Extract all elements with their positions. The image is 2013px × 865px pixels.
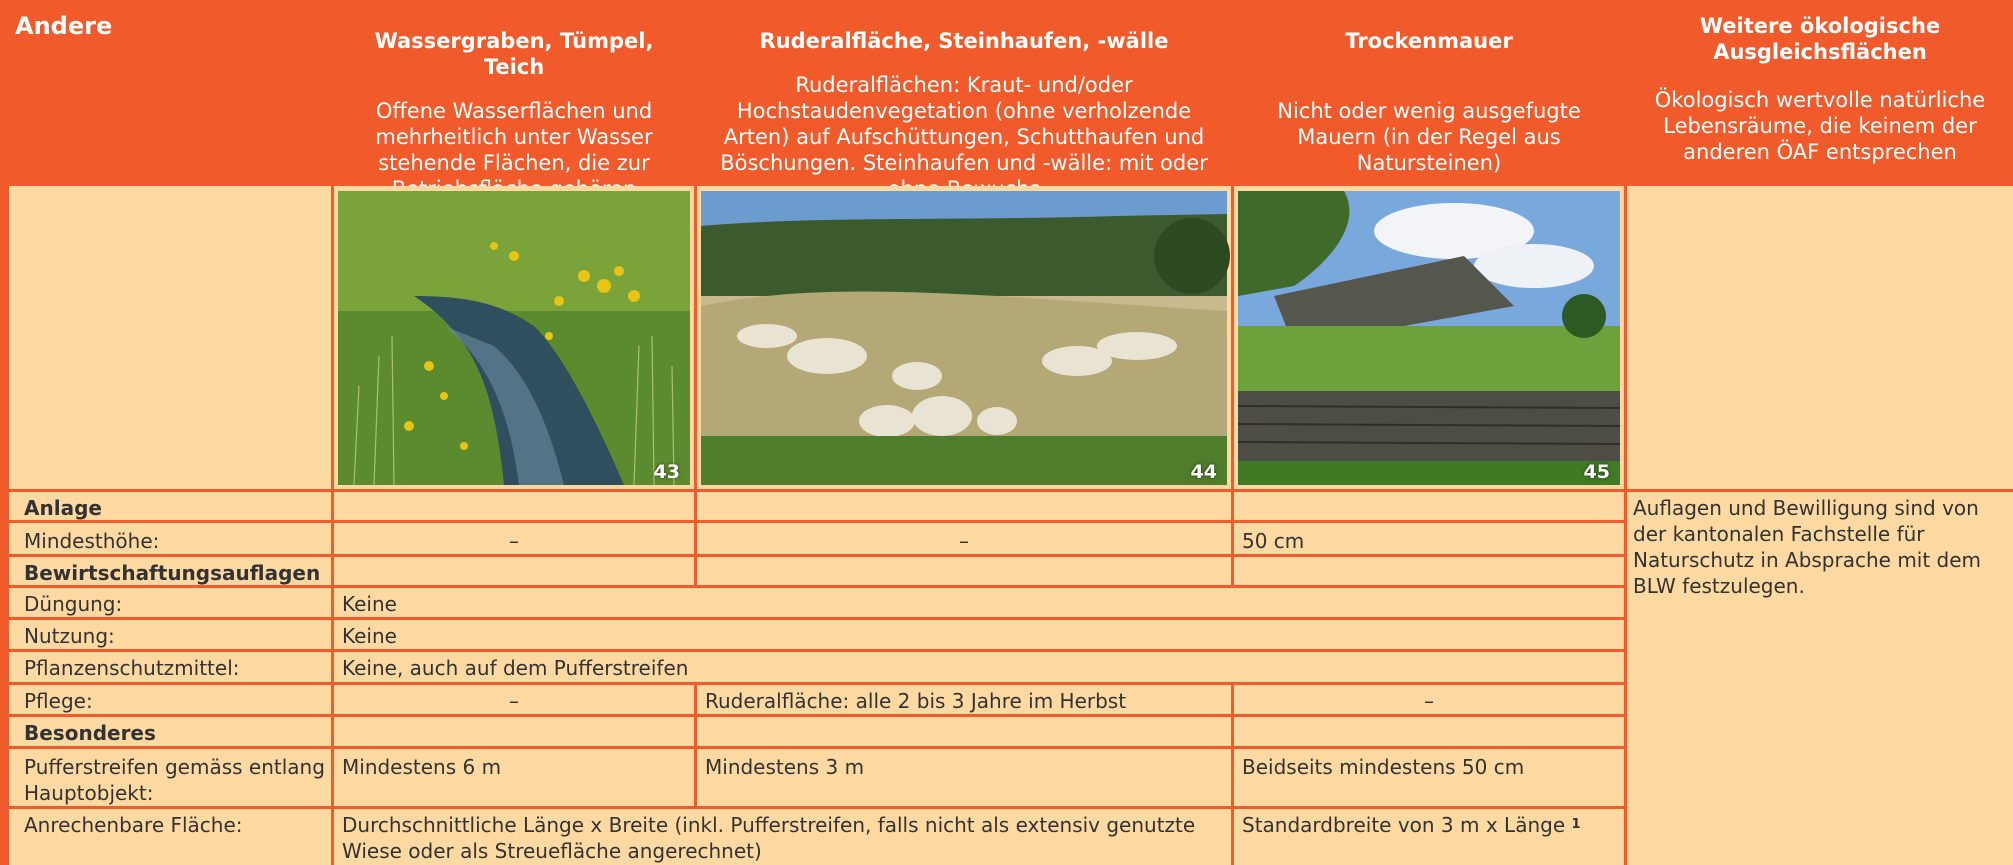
column-description: Nicht oder wenig ausgefugte Mauern (in der Regel aus Natursteinen) — [1277, 99, 1581, 175]
footnote-marker: 1 — [1571, 817, 1581, 832]
column-title: Ruderalfläche, Steinhaufen, -wälle — [759, 29, 1169, 53]
cell-pufferstreifen-trockenmauer: Beidseits mindestens 50 cm — [1234, 749, 1624, 806]
column-title: Weitere ökologische Ausgleichsflächen — [1699, 14, 1941, 64]
cell-mindesthoehe-wassergraben: – — [334, 523, 694, 554]
cell-pflanzenschutz-value: Keine, auch auf dem Pufferstreifen — [334, 652, 1624, 682]
cell-empty — [1234, 492, 1624, 520]
dry-stone-wall-image — [1234, 186, 1624, 489]
cell-empty — [334, 492, 694, 520]
cell-empty — [697, 557, 1231, 585]
cell-empty — [334, 717, 694, 746]
cell-anrechenbar-wassergraben-ruderal: Durchschnittliche Länge x Breite (inkl. Pufferstreifen, falls nicht als extensiv genutzte Wiese oder als Streuefläche angerechnet) — [334, 809, 1231, 865]
column-description: Ökologisch wertvolle natürliche Lebensräume, die keinem der anderen ÖAF entsprechen — [1654, 88, 1986, 164]
anrechenbar-trockenmauer-text: Standardbreite von 3 m x Länge — [1242, 813, 1566, 837]
cell-mindesthoehe-trockenmauer: 50 cm — [1234, 523, 1624, 554]
cell-pflege-wassergraben: – — [334, 685, 694, 714]
column-header-wassergraben — [334, 9, 694, 183]
stone-pile-image — [697, 186, 1231, 489]
column-title: Wassergraben, Tümpel, Teich — [374, 29, 654, 79]
photo-ruderalflaeche — [697, 186, 1231, 489]
cell-pflege-ruderal: Ruderalfläche: alle 2 bis 3 Jahre im Herbst — [697, 685, 1231, 714]
cell-empty — [334, 557, 694, 585]
cell-pflege-trockenmauer: – — [1234, 685, 1624, 714]
row-label-anrechenbar: Anrechenbare Fläche: — [9, 809, 331, 865]
photo-trockenmauer — [1234, 186, 1624, 489]
cell-mindesthoehe-ruderal: – — [697, 523, 1231, 554]
section-title: Andere — [9, 9, 331, 183]
column-description: Offene Wasserflächen und mehrheitlich unter Wasser stehende Flächen, die zur — [375, 99, 653, 175]
column-header-ruderalflaeche — [697, 9, 1231, 183]
cell-pufferstreifen-wassergraben: Mindestens 6 m — [334, 749, 694, 806]
note-weitere: Auflagen und Bewilligung sind von der kantonalen Fachstelle für Naturschutz in Absprache mit dem BLW festzulegen. — [1627, 492, 2013, 865]
photo-number: 43 — [653, 461, 680, 483]
cell-empty — [1234, 557, 1624, 585]
cell-nutzung-value: Keine — [334, 620, 1624, 649]
row-label-nutzung: Nutzung: — [9, 620, 331, 649]
column-description: Ruderalflächen: Kraut- und/oder Hochstaudenvegetation (ohne verholzende Arten) auf Aufschüttungen, Schutthaufen und Böschungen. Steinhaufen und -wälle: mit oder — [720, 73, 1208, 175]
row-label-mindesthoehe: Mindesthöhe: — [9, 523, 331, 554]
photo-number: 45 — [1583, 461, 1610, 483]
pond-image — [334, 186, 694, 489]
photo-row-label — [9, 186, 331, 489]
row-label-pufferstreifen: Pufferstreifen gemäss entlang Hauptobjekt: — [9, 749, 331, 806]
cell-empty — [1234, 717, 1624, 746]
photo-row-col4 — [1627, 186, 2013, 489]
cell-duengung-value: Keine — [334, 588, 1624, 617]
row-label-duengung: Düngung: — [9, 588, 331, 617]
row-label-bewirtschaftung: Bewirtschaftungsauflagen — [9, 557, 331, 585]
photo-wassergraben — [334, 186, 694, 489]
cell-anrechenbar-trockenmauer — [1234, 809, 1624, 865]
row-label-pflege: Pflege: — [9, 685, 331, 714]
column-header-trockenmauer — [1234, 9, 1624, 183]
cell-empty — [697, 717, 1231, 746]
row-label-anlage: Anlage — [9, 492, 331, 520]
photo-number: 44 — [1190, 461, 1217, 483]
column-title: Trockenmauer — [1345, 29, 1513, 53]
row-label-besonderes: Besonderes — [9, 717, 331, 746]
column-header-weitere — [1627, 9, 2013, 183]
cell-empty — [697, 492, 1231, 520]
cell-pufferstreifen-ruderal: Mindestens 3 m — [697, 749, 1231, 806]
row-label-pflanzenschutz: Pflanzenschutzmittel: — [9, 652, 331, 682]
